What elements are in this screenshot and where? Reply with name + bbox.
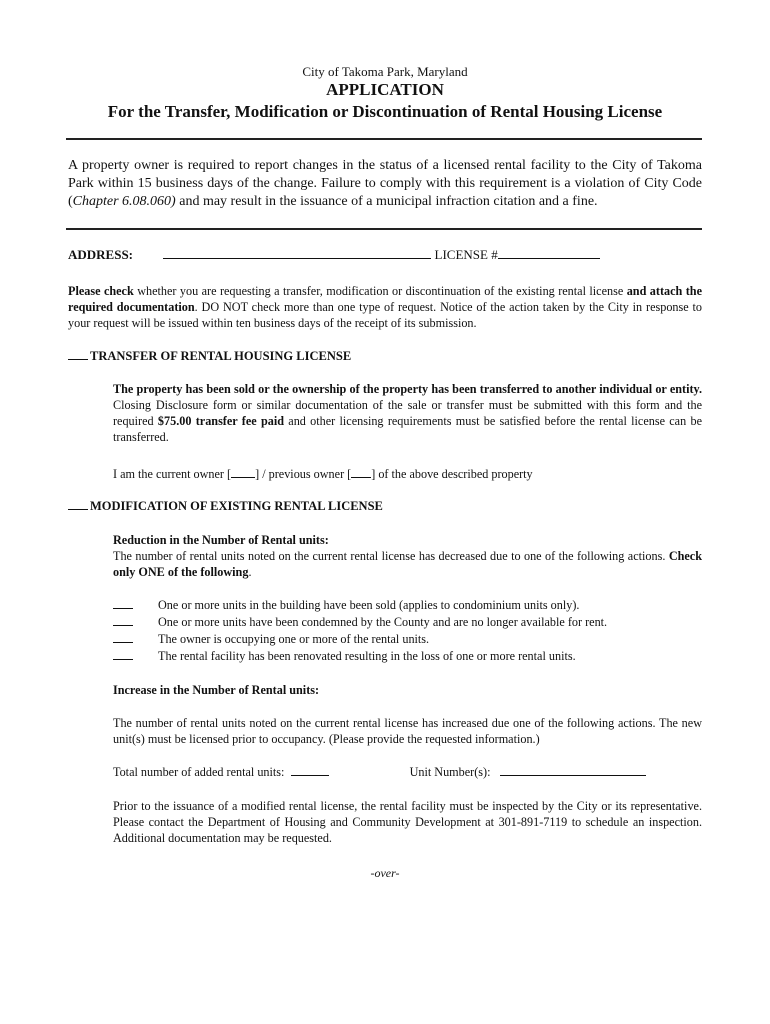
transfer-heading-text: TRANSFER OF RENTAL HOUSING LICENSE: [90, 349, 352, 363]
intro-paragraph: [68, 157, 702, 211]
reduction-option: [113, 615, 703, 632]
reduction-option: [113, 632, 703, 649]
over-page-indicator: -over-: [370, 866, 400, 880]
inspection-paragraph: Prior to the issuance of a modified rental license, the rental facility must be inspected by the City or its representative. Please contact the Department of Housing and Community Development at 301-891-7119 to schedule an inspection. Additional documentation may be requested.: [113, 799, 702, 845]
address-row: [68, 247, 708, 263]
reduction-options-list: [113, 598, 703, 666]
license-number-field[interactable]: [498, 248, 600, 259]
owner-line-end: ] of the above described property: [371, 467, 533, 481]
unit-numbers-label: Unit Number(s):: [409, 765, 491, 779]
option-checkbox-line[interactable]: [113, 615, 133, 626]
please-check-text: Please check: [68, 284, 134, 298]
check-only-one-text: Check only ONE of the following: [113, 549, 702, 579]
city-name: City of Takoma Park, Maryland: [302, 64, 468, 79]
total-added-units-field[interactable]: [291, 765, 329, 776]
current-owner-label: I am the current owner [: [113, 467, 232, 481]
total-added-units-label: Total number of added rental units:: [113, 765, 285, 779]
transfer-section-heading: [68, 349, 351, 364]
form-title: For the Transfer, Modification or Discontinuation of Rental Housing License: [107, 102, 663, 121]
code-chapter-reference: Chapter 6.08.060): [72, 194, 176, 209]
transfer-description: [113, 381, 702, 445]
reduction-option: [113, 598, 703, 615]
option-checkbox-line[interactable]: [113, 598, 133, 609]
option-label: The rental facility has been renovated resulting in the loss of one or more rental units.: [158, 649, 576, 663]
reduction-text: The number of rental units noted on the current rental license has decreased due to one of the following actions.: [113, 549, 669, 563]
owner-status-line: [113, 466, 702, 482]
increase-heading: Increase in the Number of Rental units:: [113, 683, 320, 697]
address-label: ADDRESS:: [68, 247, 134, 262]
modification-checkbox-line[interactable]: [68, 499, 88, 510]
header-divider: [66, 138, 702, 140]
intro-text-end: and may result in the issuance of a municipal infraction citation and a fine.: [175, 194, 598, 209]
reduction-option: [113, 649, 703, 666]
attach-documentation-text: and attach the required documentation: [68, 284, 702, 314]
option-checkbox-line[interactable]: [113, 649, 133, 660]
added-units-row: [113, 764, 702, 780]
option-checkbox-line[interactable]: [113, 632, 133, 643]
reduction-paragraph: [113, 548, 702, 580]
modification-section-heading: [68, 499, 383, 514]
unit-numbers-field[interactable]: [500, 765, 646, 776]
instructions-paragraph: [68, 283, 702, 331]
transfer-text-end: and other licensing requirements must be satisfied before the rental license can be transferred.: [113, 414, 702, 444]
license-label: LICENSE #: [434, 247, 498, 262]
instructions-text-end: . DO NOT check more than one type of request. Notice of the action taken by the City in response to your request will be issued within ten business days of the receipt of its submission.: [68, 300, 702, 330]
option-label: One or more units have been condemned by the County and are no longer available for rent.: [158, 615, 608, 629]
application-heading: APPLICATION: [326, 80, 444, 99]
modification-heading-text: MODIFICATION OF EXISTING RENTAL LICENSE: [90, 499, 383, 513]
reduction-heading: Reduction in the Number of Rental units:: [113, 533, 329, 547]
reduction-period: .: [248, 565, 252, 579]
transfer-bold-text: The property has been sold or the ownership of the property has been transferred to another individual or entity.: [113, 382, 702, 396]
option-label: One or more units in the building have been sold (applies to condominium units only).: [158, 598, 580, 612]
increase-paragraph: The number of rental units noted on the current rental license has increased due one of the following actions. The new unit(s) must be licensed prior to occupancy. (Please provide the requested information.): [113, 716, 702, 746]
transfer-checkbox-line[interactable]: [68, 349, 88, 360]
previous-owner-label: ] / previous owner [: [255, 467, 352, 481]
option-label: The owner is occupying one or more of the rental units.: [158, 632, 430, 646]
intro-divider: [66, 228, 702, 230]
instructions-text-start: whether you are requesting a transfer, modification or discontinuation of the existing rental license: [133, 284, 627, 298]
current-owner-field[interactable]: [231, 467, 255, 478]
transfer-text-start: Closing Disclosure form or similar documentation of the sale or transfer must be submitted with this form and the required: [113, 398, 702, 428]
intro-text-start: A property owner is required to report changes in the status of a licensed rental facility to the City of Takoma Park within 15 business days of the change. Failure to comply with this requirement is a violation of City Code (: [68, 158, 702, 209]
previous-owner-field[interactable]: [351, 467, 371, 478]
address-field[interactable]: [163, 248, 431, 259]
transfer-fee-text: $75.00 transfer fee paid: [157, 414, 284, 428]
